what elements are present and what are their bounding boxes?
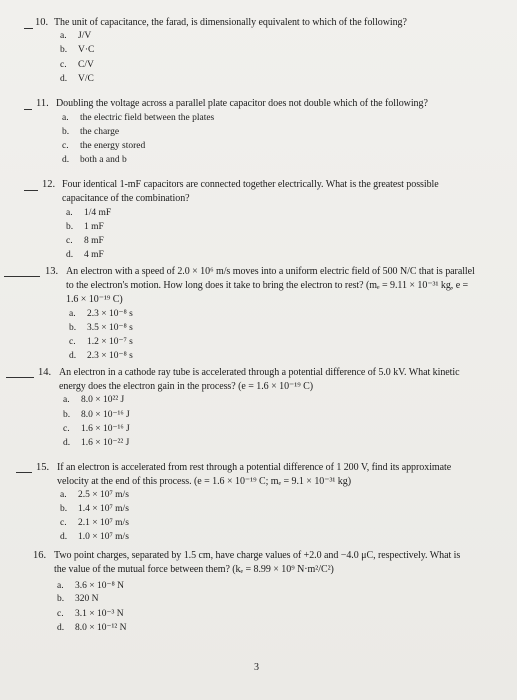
option-c: c. 2.1 × 10⁷ m/s xyxy=(60,518,129,528)
question-number: 16. xyxy=(33,550,47,561)
option-b: b. 1 mF xyxy=(66,222,104,232)
option-b: b. 3.5 × 10⁻⁸ s xyxy=(69,323,133,333)
question-number: 13. xyxy=(45,266,59,277)
option-b: b. the charge xyxy=(62,127,120,137)
question-text: velocity at the end of this process. (e = 1.6 × 10⁻¹⁹ C; mₑ = 9.1 × 10⁻³¹ kg) xyxy=(57,476,351,487)
question-text: Four identical 1-mF capacitors are connected together electrically. What is the greatest possible xyxy=(62,179,439,190)
option-c: c. C/V xyxy=(60,60,94,70)
question-text: 1.6 × 10⁻¹⁹ C) xyxy=(66,294,123,305)
option-d: d. 8.0 × 10⁻¹² N xyxy=(57,623,127,633)
option-d: d. 1.0 × 10⁷ m/s xyxy=(60,532,129,542)
option-b: b. V·C xyxy=(60,45,95,55)
question-text: the value of the mutual force between them? (kₑ = 8.99 × 10⁹ N·m²/C²) xyxy=(54,564,334,575)
answer-blank[interactable] xyxy=(6,377,34,378)
option-d: d. 2.3 × 10⁻⁸ s xyxy=(69,351,133,361)
option-d: d. both a and b xyxy=(62,155,127,165)
option-a: a. 3.6 × 10⁻⁸ N xyxy=(57,581,125,591)
question-text: An electron with a speed of 2.0 × 10⁶ m/s moves into a uniform electric field of 500 N/C that is parallel xyxy=(66,266,475,277)
question-text: capacitance of the combination? xyxy=(62,193,190,204)
answer-blank[interactable] xyxy=(24,190,38,191)
option-a: a. 2.5 × 10⁷ m/s xyxy=(60,490,129,500)
option-b: b. 8.0 × 10⁻¹⁶ J xyxy=(63,410,130,420)
question-number: 15. xyxy=(36,462,50,473)
option-c: c. 8 mF xyxy=(66,236,104,246)
option-b: b. 320 N xyxy=(57,594,99,604)
option-a: a. 8.0 × 10²² J xyxy=(63,395,125,405)
option-d: d. 4 mF xyxy=(66,250,104,260)
option-a: a. the electric field between the plates xyxy=(62,113,215,123)
option-b: b. 1.4 × 10⁷ m/s xyxy=(60,504,129,514)
option-a: a. J/V xyxy=(60,31,92,41)
question-number: 10. xyxy=(35,17,49,28)
question-text: The unit of capacitance, the farad, is dimensionally equivalent to which of the following? xyxy=(54,17,407,28)
option-c: c. the energy stored xyxy=(62,141,146,151)
option-d: d. 1.6 × 10⁻²² J xyxy=(63,438,130,448)
question-text: energy does the electron gain in the process? (e = 1.6 × 10⁻¹⁹ C) xyxy=(59,381,313,392)
question-number: 14. xyxy=(38,367,52,378)
answer-blank[interactable] xyxy=(24,28,33,29)
answer-blank[interactable] xyxy=(4,276,40,277)
answer-blank[interactable] xyxy=(24,109,32,110)
question-text: Doubling the voltage across a parallel plate capacitor does not double which of the following? xyxy=(56,98,428,109)
option-a: a. 1/4 mF xyxy=(66,208,112,218)
question-text: If an electron is accelerated from rest through a potential difference of 1 200 V, find its approximate xyxy=(57,462,452,473)
question-text: to the electron's motion. How long does it take to bring the electron to rest? (mₑ = 9.11 × 10⁻³¹ kg, e = xyxy=(66,280,469,291)
option-d: d. V/C xyxy=(60,74,94,84)
option-a: a. 2.3 × 10⁻⁸ s xyxy=(69,309,133,319)
question-number: 11. xyxy=(36,98,49,109)
question-text: An electron in a cathode ray tube is accelerated through a potential difference of 5.0 kV. What kinetic xyxy=(59,367,460,378)
question-text: Two point charges, separated by 1.5 cm, have charge values of +2.0 and −4.0 μC, respectively. What is xyxy=(54,550,461,561)
answer-blank[interactable] xyxy=(16,472,32,473)
option-c: c. 1.2 × 10⁻⁷ s xyxy=(69,337,133,347)
page-number: 3 xyxy=(254,662,259,673)
option-c: c. 3.1 × 10⁻³ N xyxy=(57,609,124,619)
question-number: 12. xyxy=(42,179,56,190)
option-c: c. 1.6 × 10⁻¹⁶ J xyxy=(63,424,130,434)
